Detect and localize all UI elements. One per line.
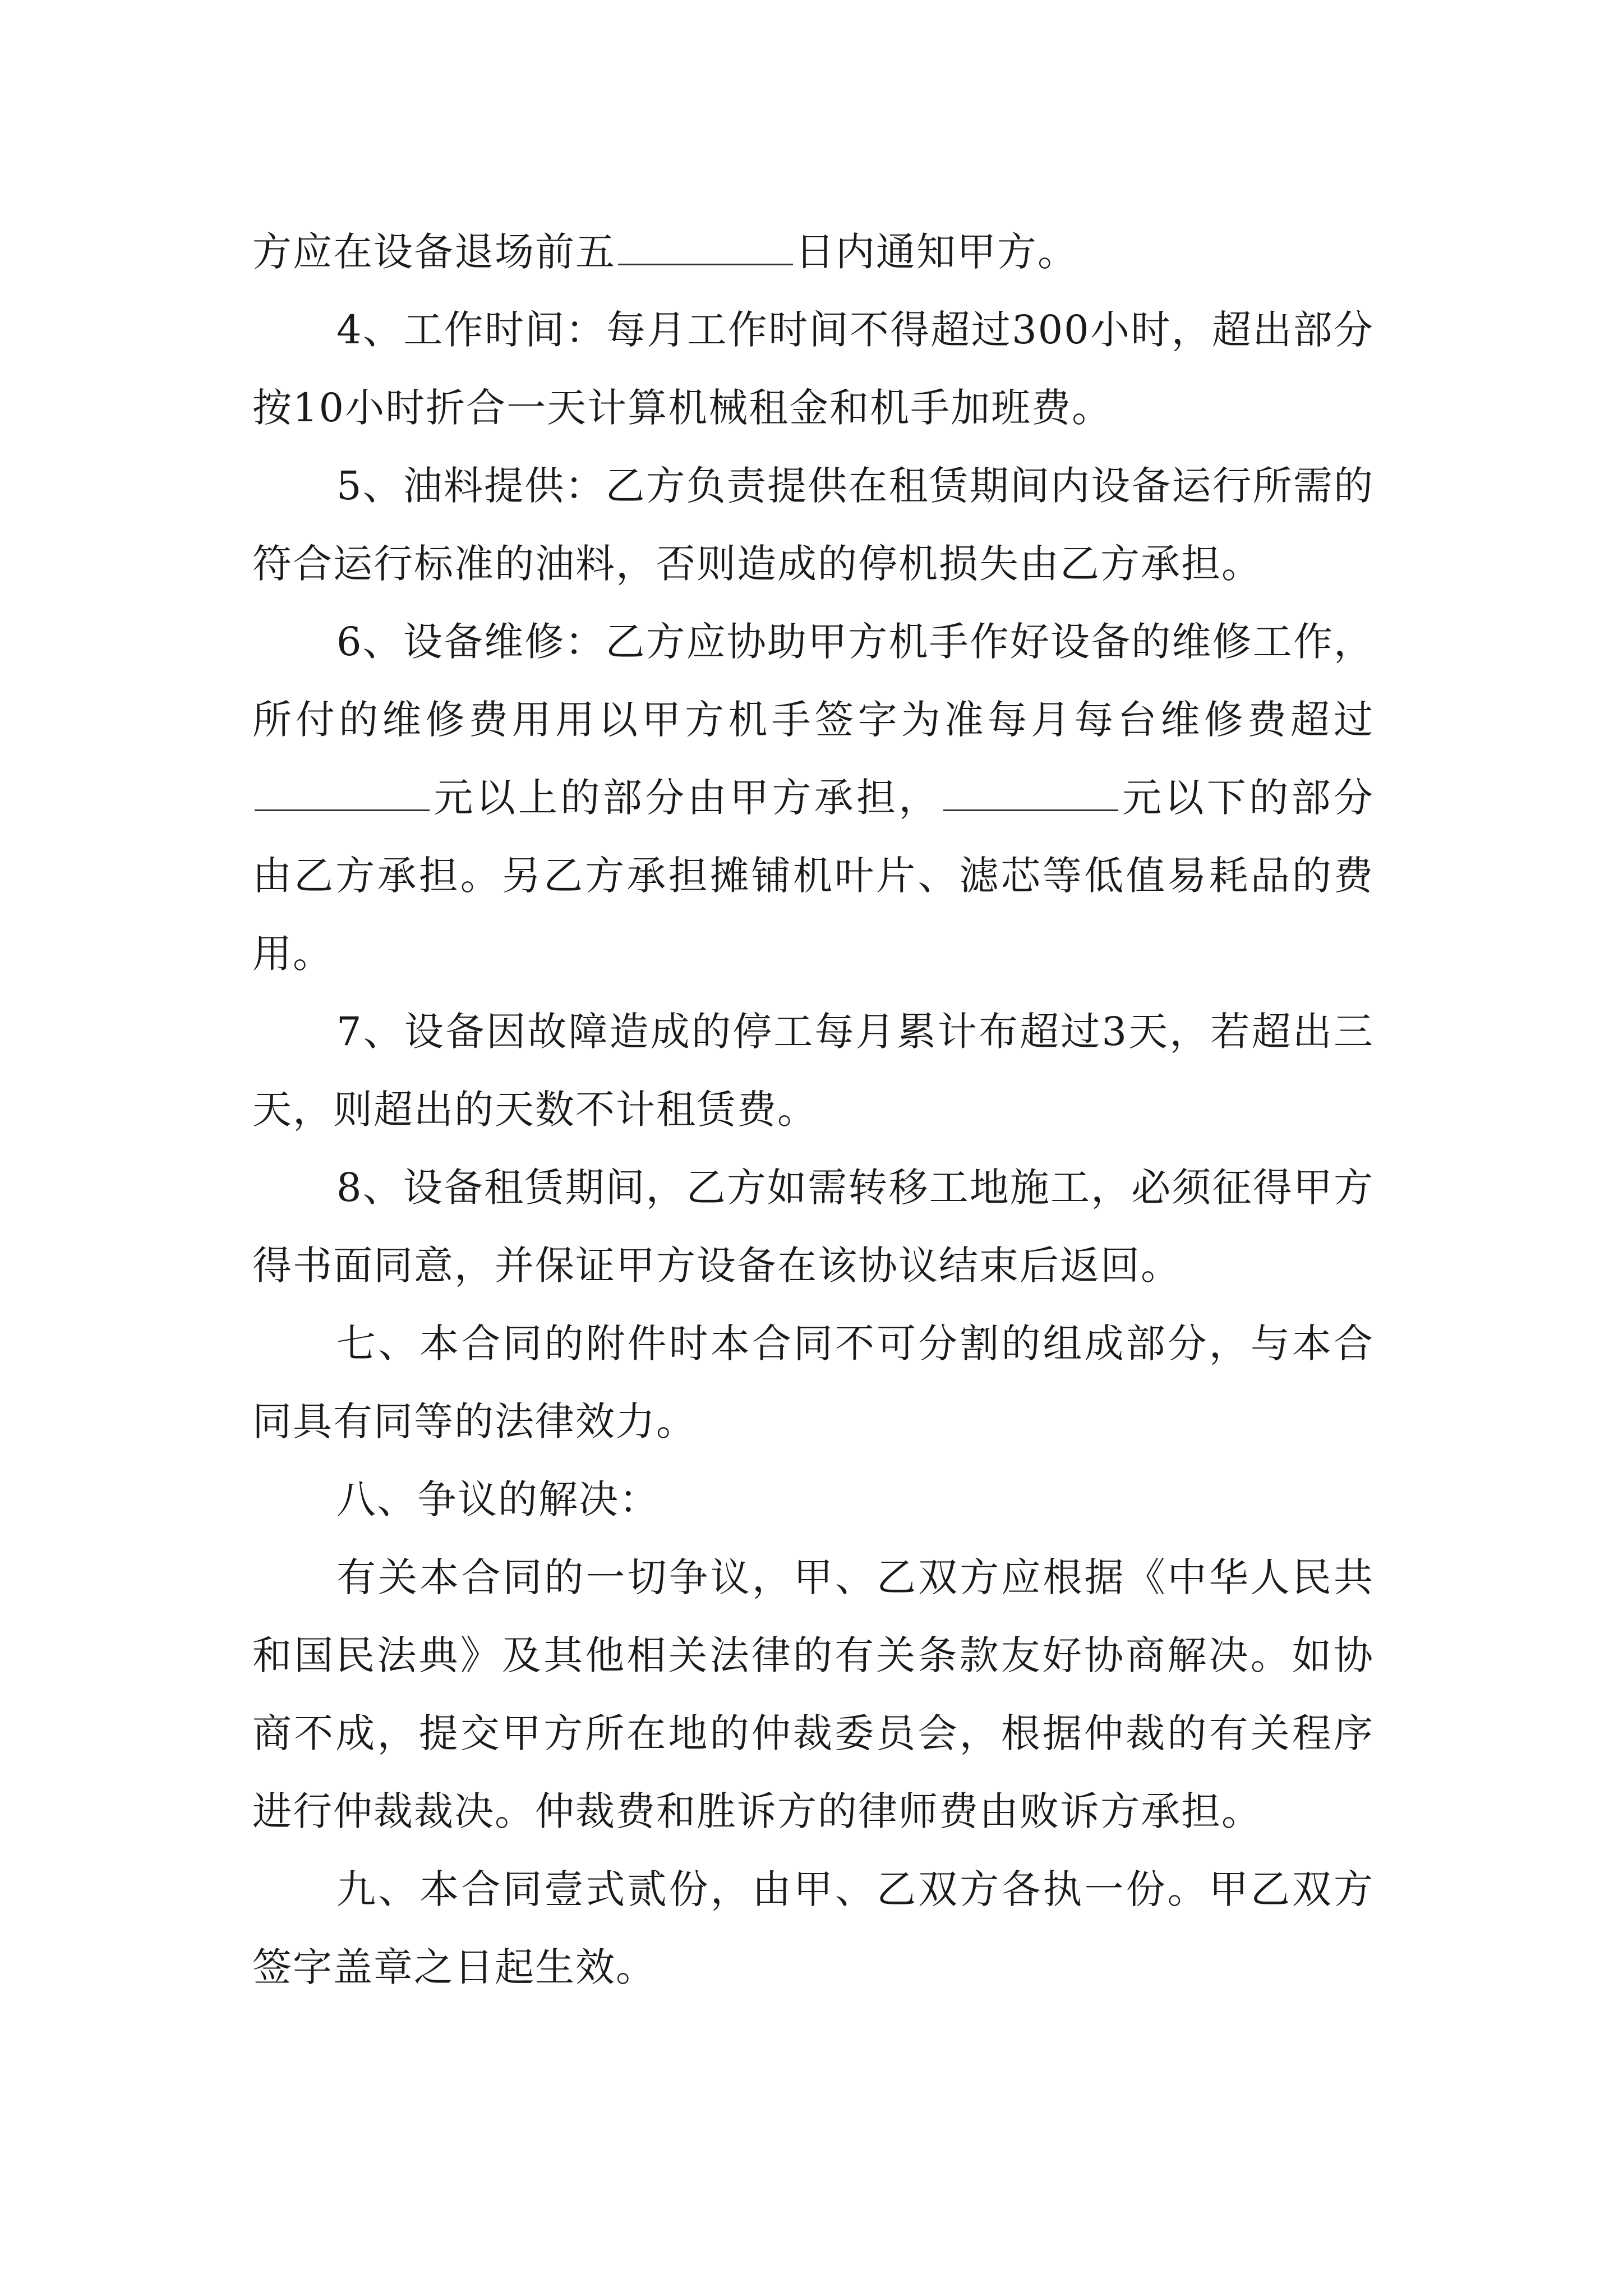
paragraph-attachments: 七、本合同的附件时本合同不可分割的组成部分，与本合同具有同等的法律效力。 [252,1320,1374,1444]
paragraph-notice-text-start: 方应在设备退场前五 [252,229,616,275]
paragraph-notice-text-end: 日内通知甲方。 [795,229,1078,275]
maintenance-text-1: 6、设备维修：乙方应协助甲方机手作好设备的维修工作，所付的维修费用用以甲方机手签字为准每月每台维修费超过 [252,619,1374,743]
paragraph-notice [252,213,1374,291]
paragraph-downtime: 7、设备因故障造成的停工每月累计布超过3天，若超出三天，则超出的天数不计租赁费。 [252,1009,1374,1133]
section-heading-dispute: 八、争议的解决： [336,1476,660,1522]
paragraph-working-hours: 4、工作时间：每月工作时间不得超过300小时，超出部分按10小时折合一天计算机械租金和机手加班费。 [252,307,1374,431]
paragraph-site-transfer: 8、设备租赁期间，乙方如需转移工地施工，必须征得甲方得书面同意，并保证甲方设备在该协议结束后返回。 [252,1165,1374,1289]
paragraph-dispute-resolution: 有关本合同的一切争议，甲、乙双方应根据《中华人民共和国民法典》及其他相关法律的有关条款友好协商解决。如协商不成，提交甲方所在地的仲裁委员会，根据仲裁的有关程序进行仲裁裁决。仲裁费和胜诉方的律师费由败诉方承担。 [252,1554,1374,1834]
paragraph-copies-effect: 九、本合同壹式贰份，由甲、乙双方各执一份。甲乙双方签字盖章之日起生效。 [252,1866,1374,1990]
document-body [252,213,1374,2007]
fill-in-blank[interactable] [618,228,793,265]
maintenance-text-3: 元以下的部分由乙方承担。另乙方承担摊铺机叶片、滤芯等低值易耗品的费用。 [252,775,1375,977]
paragraph-equipment-maintenance [252,603,1374,993]
maintenance-text-2: 元以上的部分由甲方承担， [432,775,941,821]
fill-in-blank[interactable] [255,774,430,811]
fill-in-blank[interactable] [943,774,1118,811]
paragraph-fuel-supply: 5、油料提供：乙方负责提供在租赁期间内设备运行所需的符合运行标准的油料，否则造成的停机损失由乙方承担。 [252,463,1374,587]
